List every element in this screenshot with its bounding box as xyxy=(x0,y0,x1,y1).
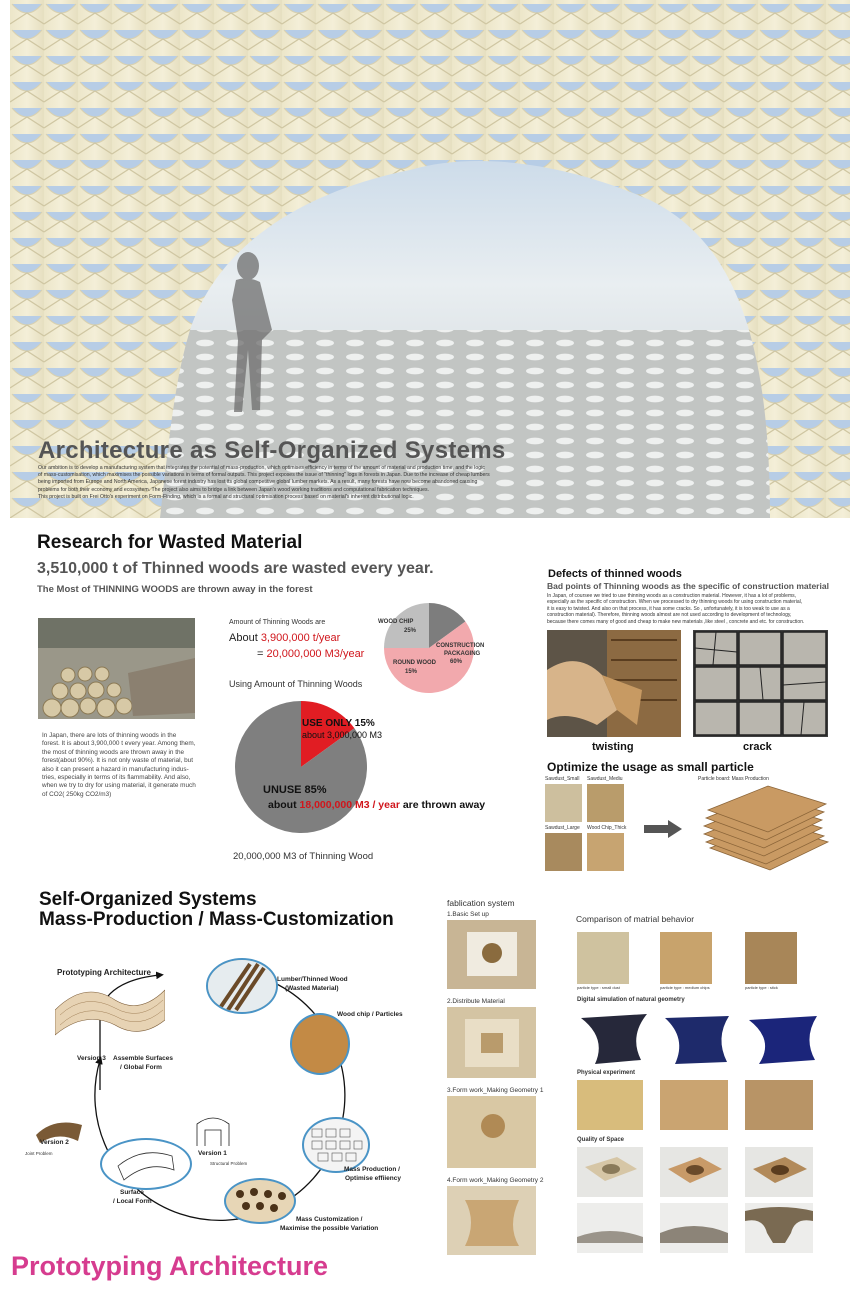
label-structural-problem: Structural Problem xyxy=(210,1161,248,1166)
space-stick-photo xyxy=(745,1203,813,1253)
defects-subtitle: Bad points of Thinning woods as the specific of construction material xyxy=(547,581,829,591)
thumb-cap-stick: particle type : stick xyxy=(745,985,778,990)
label-mass-production: Mass Production / xyxy=(344,1166,400,1173)
material-stick-photo xyxy=(745,932,797,984)
twisting-label: twisting xyxy=(592,741,634,753)
label-lumber-2: (Wasted Material) xyxy=(285,985,339,992)
digital-simulation-images xyxy=(577,1008,837,1070)
arrow-right-icon xyxy=(644,820,682,838)
particle-board-stack xyxy=(700,784,830,874)
defects-title: Defects of thinned woods xyxy=(548,568,682,580)
sample-label-small: Sawdust_Small xyxy=(545,776,580,782)
hero-description: Our ambition is to develop a manufacturing system that integrates the potential of mass-production, which optimises efficiency in terms of the amount of material and production time, and the logic of mass-customisation, which maximises the possible variations in terms of formal outputs. This project exposes the issue of "thinning" logs in forests in Japan. Due to the increase of cheap lumbers being imported from Europe and North America, Japanese forest industry has lost its global competitive global lumber markets. As a result, many forests have now become abandoned causing problems for both their economy and ecosystem. The project also aims to bridge a link between Japan's wood working traditions and computational fabrication techniques. This project is built on Frei Otto's experiment on Form-Finding, which is a formal and structural optimisation process based on material's inherent distributional logic. xyxy=(38,465,490,500)
comparison-title: Comparison of matrial behavior xyxy=(576,914,695,924)
version3-model xyxy=(55,980,165,1040)
lumber-photo xyxy=(206,958,278,1014)
twisting-photo xyxy=(547,630,681,737)
hero-title: Architecture as Self-Organized Systems xyxy=(38,437,506,464)
amount-label: Amount of Thinning Woods are xyxy=(229,619,326,626)
particle-board-label: Particle board: Mass Production xyxy=(698,776,769,782)
sample-label-large: Sawdust_Large xyxy=(545,825,580,831)
footer-title: Prototyping Architecture xyxy=(11,1251,329,1281)
pie-label-roundwood: ROUND WOOD xyxy=(393,660,436,666)
fab-step-1-photo xyxy=(447,920,536,989)
material-small-photo xyxy=(577,932,629,984)
label-joint-problem: Joint Problem xyxy=(25,1151,53,1156)
research-paragraph: In Japan, there are lots of thinning woods in the forest. It is about 3,900,000 t every year. Among them, the most of thinning woods are thrown away in the forest(about 90%). It is not only waste of material, but also it can present a hazard in manufacturing indus- tries, especially in terms of its flammability. And also, when we try to dry for using material, it generate much of CO2( 250kg CO2/m3) xyxy=(42,732,196,798)
log-pile-photo xyxy=(38,618,195,719)
amount-about: About 3,900,000 t/year xyxy=(229,632,341,644)
systems-title-1: Self-Organized Systems xyxy=(39,889,257,910)
defects-text: In Japan, of coursee we tried to use thinning woods as a construction material. However, it has a lot of problems, especially as the specific of construction. When we processed to dry thinning woods for using construction material, it is easy to twisted. And also on that process, it has some cracks. So , unfortunately, it is too weak to use as a construction material). Therefore, thinning woods almost are not used according to development of technology, because there comes many of good and cheap to make new materials ,like steel , concrete and etc. for construction. xyxy=(547,593,805,625)
fab-step-4-label: 4.Form work_Making Geometry 2 xyxy=(447,1177,544,1184)
woodchip-thick-photo xyxy=(587,833,624,871)
pie-label-packaging: PACKAGING xyxy=(444,651,481,657)
label-version3: Version 3 xyxy=(77,1055,106,1062)
label-version1: Version 1 xyxy=(198,1150,227,1157)
pie-caption: 20,000,000 M3 of Thinning Wood xyxy=(233,851,374,862)
sample-label-medium: Sawdust_Mediu xyxy=(587,776,623,782)
cycle-title: Prototyping Architecture xyxy=(57,968,151,977)
surface-drawing xyxy=(100,1138,192,1190)
label-assemble: Assemble Surfaces xyxy=(113,1055,173,1062)
fab-step-3-label: 3.Form work_Making Geometry 1 xyxy=(447,1087,544,1094)
sawdust-small-photo xyxy=(545,784,582,822)
pie-use-label: USE ONLY 15% xyxy=(302,718,375,729)
physical-small-photo xyxy=(577,1080,643,1130)
research-title: Research for Wasted Material xyxy=(37,532,303,553)
label-version2: Version 2 xyxy=(40,1139,69,1146)
thumb-cap-small: particle type : small dust xyxy=(577,985,620,990)
sawdust-large-photo xyxy=(545,833,582,871)
material-medium-photo xyxy=(660,932,712,984)
physical-stick-photo xyxy=(745,1080,813,1130)
quality-small-photo xyxy=(577,1147,643,1197)
pie-unuse-label: UNUSE 85% xyxy=(263,784,327,796)
label-mass-customization: Mass Customization / xyxy=(296,1216,363,1223)
pie-label-construction-pct: 60% xyxy=(450,659,463,665)
label-lumber: Lumber/Thinned Wood xyxy=(277,976,348,983)
quality-label: Quality of Space xyxy=(577,1137,625,1143)
label-mass-customization-2: Maximise the possible Variation xyxy=(280,1225,379,1232)
fab-step-1-label: 1.Basic Set up xyxy=(447,911,489,918)
thumb-cap-medium: particle type : medium chips xyxy=(660,985,710,990)
amount-equals: = 20,000,000 M3/year xyxy=(257,648,365,660)
systems-title-2: Mass-Production / Mass-Customization xyxy=(39,909,394,930)
label-surface-2: / Local Form xyxy=(113,1198,152,1205)
fab-step-3-photo xyxy=(447,1096,536,1168)
pie-label-woodchip: WOOD CHIP xyxy=(378,619,414,625)
research-subhead: The Most of THINNING WOODS are thrown away in the forest xyxy=(37,584,313,595)
crack-label: crack xyxy=(743,741,772,753)
version1-structure-sketch xyxy=(193,1110,233,1150)
mass-production-drawing xyxy=(302,1117,370,1173)
fabrication-title: fablication system xyxy=(447,898,515,908)
sample-label-chip: Wood Chip_Thick xyxy=(587,825,627,831)
hero-image xyxy=(10,0,850,518)
using-label: Using Amount of Thinning Woods xyxy=(229,679,363,689)
mass-customization-model xyxy=(224,1178,296,1224)
pie-label-woodchip-pct: 25% xyxy=(404,628,417,634)
label-woodchip: Wood chip / Particles xyxy=(337,1011,403,1018)
fab-step-2-label: 2.Distribute Material xyxy=(447,998,505,1005)
fab-step-2-photo xyxy=(447,1007,536,1078)
label-surface: Surface xyxy=(120,1189,144,1196)
digital-label: Digital simulation of natural geometry xyxy=(577,997,685,1003)
physical-medium-photo xyxy=(660,1080,728,1130)
pie-unuse-amount: about 18,000,000 M3 / year are thrown away xyxy=(268,799,486,811)
pie-slice-woodchip xyxy=(384,603,429,648)
research-headline: 3,510,000 t of Thinned woods are wasted every year. xyxy=(37,560,434,577)
label-mass-production-2: Optimise effiiency xyxy=(345,1175,401,1182)
physical-label: Physical experiment xyxy=(577,1070,636,1076)
quality-medium-photo xyxy=(660,1147,728,1197)
space-small-photo xyxy=(577,1203,643,1253)
pie-use-amount: about 3,000,000 M3 xyxy=(302,730,383,740)
woodchip-photo xyxy=(290,1013,350,1075)
pie-label-roundwood-pct: 15% xyxy=(405,669,418,675)
space-medium-photo xyxy=(660,1203,728,1253)
sawdust-medium-photo xyxy=(587,784,624,822)
label-assemble-2: / Global Form xyxy=(120,1064,162,1071)
quality-stick-photo xyxy=(745,1147,813,1197)
crack-photo xyxy=(693,630,828,737)
optimize-title: Optimize the usage as small particle xyxy=(547,760,754,774)
pie-label-construction: CONSTRUCTION xyxy=(436,643,485,649)
fab-step-4-photo xyxy=(447,1186,536,1255)
